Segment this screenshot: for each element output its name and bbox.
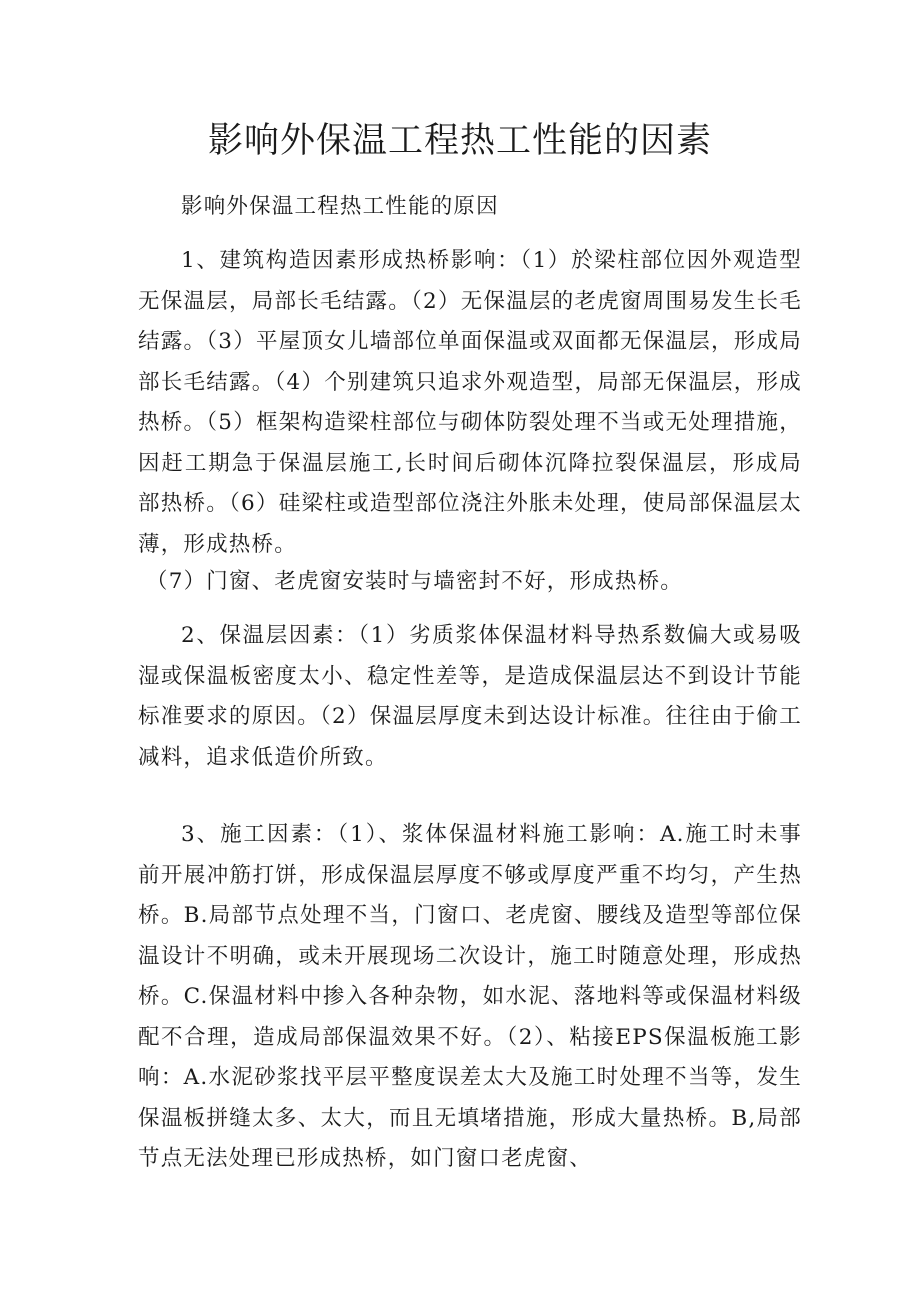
paragraph-insulation-layer-factors: 2、保温层因素：（1）劣质浆体保温材料导热系数偏大或易吸湿或保温板密度太小、稳定性差等，是造成保温层达不到设计节能标准要求的原因。（2）保温层厚度未到达设计标准。往往由于偷工减料，追求低造价所致。: [138, 623, 802, 770]
paragraph-construction-factors-item-7: （7）门窗、老虎窗安装时与墙密封不好，形成热桥。: [146, 569, 683, 594]
paragraph-construction-process-factors: 3、施工因素：（1）、浆体保温材料施工影响：A.施工时未事前开展冲筋打饼，形成保温层厚度不够或厚度严重不均匀，产生热桥。B.局部节点处理不当，门窗口、老虎窗、腰线及造型等部位保温设计不明确，或未开展现场二次设计，施工时随意处理，形成热桥。C.保温材料中掺入各种杂物，如水泥、落地料等或保温材料级配不合理，造成局部保温效果不好。（2）、粘接EPS保温板施工影响：A.水泥砂浆找平层平整度误差太大及施工时处理不当等，发生保温板拼缝太多、太大，而且无填堵措施，形成大量热桥。B,局部节点无法处理已形成热桥，如门窗口老虎窗、: [138, 822, 802, 1171]
document-subtitle: 影响外保温工程热工性能的原因: [181, 194, 499, 219]
document-title: 影响外保温工程热工性能的因素: [207, 121, 712, 161]
paragraph-construction-factors: 1、建筑构造因素形成热桥影响：（1）於梁柱部位因外观造型无保温层，局部长毛结露。（2）无保温层的老虎窗周围易发生长毛结露。（3）平屋顶女儿墙部位单面保温或双面都无保温层，形成局部长毛结露。（4）个别建筑只追求外观造型，局部无保温层，形成热桥。（5）框架构造梁柱部位与砌体防裂处理不当或无处理措施，因赶工期急于保温层施工,长时间后砌体沉降拉裂保温层，形成局部热桥。（6）硅梁柱或造型部位浇注外胀未处理，使局部保温层太薄，形成热桥。: [138, 248, 802, 557]
